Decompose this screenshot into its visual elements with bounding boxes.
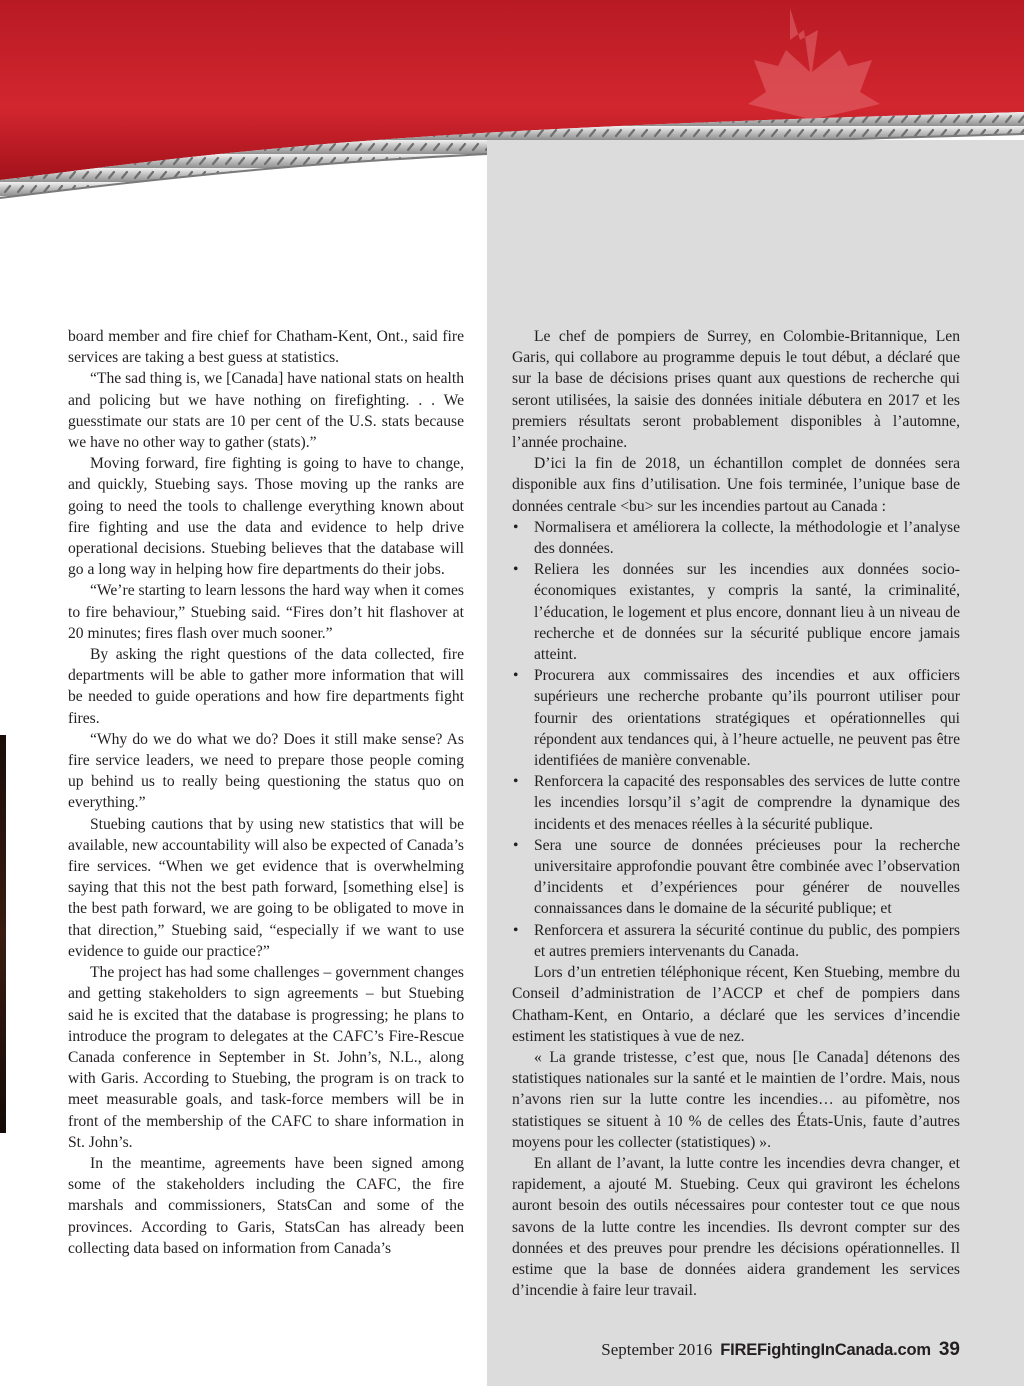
paragraph: « La grande tristesse, c’est que, nous [le Canada] détenons des statistiques nationales sur la santé et le maintien de l’ordre. Mais, nous n’avons rien sur la lutte contre les incendies… au pifomètre, nos statistiques se situent à 10 % de celles des États-Unis, faute d’autres moyens pour les collecter (statistiques) ». (512, 1048, 960, 1151)
list-item: • Renforcera et assurera la sécurité continue du public, des pompiers et autres premiers intervenants du Canada. (512, 920, 960, 962)
list-item: • Reliera les données sur les incendies aux données socio-économiques existantes, y compris la santé, la criminalité, l’éducation, le logement et plus encore, donnant lieu à un niveau de recherche et de données sur la sécurité publique encore jamais atteint. (512, 559, 960, 665)
page-footer (601, 1339, 960, 1361)
list-item: • Normalisera et améliorera la collecte, la méthodologie et l’analyse des données. (512, 517, 960, 559)
issue-date: September 2016 (601, 1340, 713, 1359)
paragraph: Lors d’un entretien téléphonique récent, Ken Stuebing, membre du Conseil d’administration de l’ACCP et chef de pompiers dans Chatham-Kent, en Ontario, a déclaré que les services d’incendie estiment les statistiques à vue de nez. (512, 964, 960, 1045)
paragraph: “We’re starting to learn lessons the hard way when it comes to fire behaviour,” Stuebing said. “Fires don’t hit flashover at 20 minutes; fires flash over much sooner.” (68, 582, 464, 642)
paragraph: Stuebing cautions that by using new statistics that will be available, new accountability will also be expected of Canada’s fire services. “When we get evidence that is overwhelming saying that this not the best path forward, [something else] is the best path forward, we are going to be obligated to move in that direction,” Stuebing said, “especially if we want to use evidence to guide our practice?” (68, 815, 464, 960)
website-link[interactable]: FIREFightingInCanada.com (720, 1341, 931, 1359)
english-column (68, 326, 464, 1259)
paragraph: En allant de l’avant, la lutte contre les incendies devra changer, et rapidement, a ajouté M. Stuebing. Ceux qui graviront les échelons auront besoin des outils nécessaires pour contester tout ce que nous savons de la lutte contre les incendies. Ils devront compter sur des données et des preuves pour prendre les décisions opérationnelles. Il estime que la base de données aidera grandement les services d’incendie à faire leur travail. (512, 1154, 960, 1300)
paragraph: D’ici la fin de 2018, un échantillon complet de données sera disponible aux fins d’utilisation. Une fois terminée, l’unique base de données centrale <bu> sur les incendies partout au Canada : (512, 455, 960, 515)
paragraph: “The sad thing is, we [Canada] have national stats on health and policing but we have nothing on firefighting. . . We guesstimate our stats are 10 per cent of the U.S. stats because we have no other way to gather (stats).” (68, 370, 464, 452)
paragraph: In the meantime, agreements have been signed among some of the stakeholders including the CAFC, the fire marshals and commissioners, StatsCan and some of the provinces. According to Garis, StatsCan has already been collecting data based on information from Canada’s (68, 1154, 464, 1257)
paragraph: The project has had some challenges – government changes and getting stakeholders to sign agreements – but Stuebing said he is excited that the database is progressing; he plans to introduce the program to delegates at the CAFC’s Fire-Rescue Canada conference in September in St. John’s, N.L., along with Garis. According to Stuebing, the program is on track to meet measurable goals, and task-force members will be in front of the membership of the CAFC to share information in St. John’s. (68, 964, 464, 1151)
page-number: 39 (938, 1339, 960, 1360)
list-item: • Sera une source de données précieuses pour la recherche universitaire approfondie pouvant être combinée avec l’observation d’incidents et d’expériences pour générer de nouvelles connaissances dans le domaine de la sécurité publique; et (512, 835, 960, 920)
photo-edge (0, 735, 6, 1133)
paragraph: Moving forward, fire fighting is going to have to change, and quickly, Stuebing says. Those moving up the ranks are going to need the tools to challenge everything known about fire fighting and use the data and evidence to help drive operational decisions. Stuebing believes that the database will go a long way in helping how fire departments do their jobs. (68, 455, 464, 579)
paragraph: board member and fire chief for Chatham-Kent, Ont., said fire services are taking a best guess at statistics. (68, 328, 464, 367)
french-column (512, 326, 960, 1301)
paragraph: By asking the right questions of the data collected, fire departments will be able to gather more information that will be needed to guide operations and how fire departments fight fires. (68, 646, 464, 727)
paragraph: Le chef de pompiers de Surrey, en Colombie-Britannique, Len Garis, qui collabore au programme depuis le tout début, a déclaré que sur la base de décisions prises quant aux questions de recherche qui seront utilisées, la saisie des données initiale débutera en 2017 et les premiers résultats seront probablement disponibles à l’automne, l’année prochaine. (512, 328, 960, 452)
bullet-list (512, 517, 960, 962)
list-item: • Renforcera la capacité des responsables des services de lutte contre les incendies lorsqu’il s’agit de comprendre la dynamique des incidents et des menaces réelles à la sécurité publique. (512, 771, 960, 835)
paragraph: “Why do we do what we do? Does it still make sense? As fire service leaders, we need to prepare those people coming up behind us to really being questioning the status quo on everything.” (68, 730, 464, 812)
list-item: • Procurera aux commissaires des incendies et aux officiers supérieurs une recherche probante qu’ils pourront utiliser pour fournir des orientations stratégiques et opérationnelles qui répondent aux tendances qui, à l’heure actuelle, ne peuvent pas être identifiées de manière convenable. (512, 665, 960, 771)
